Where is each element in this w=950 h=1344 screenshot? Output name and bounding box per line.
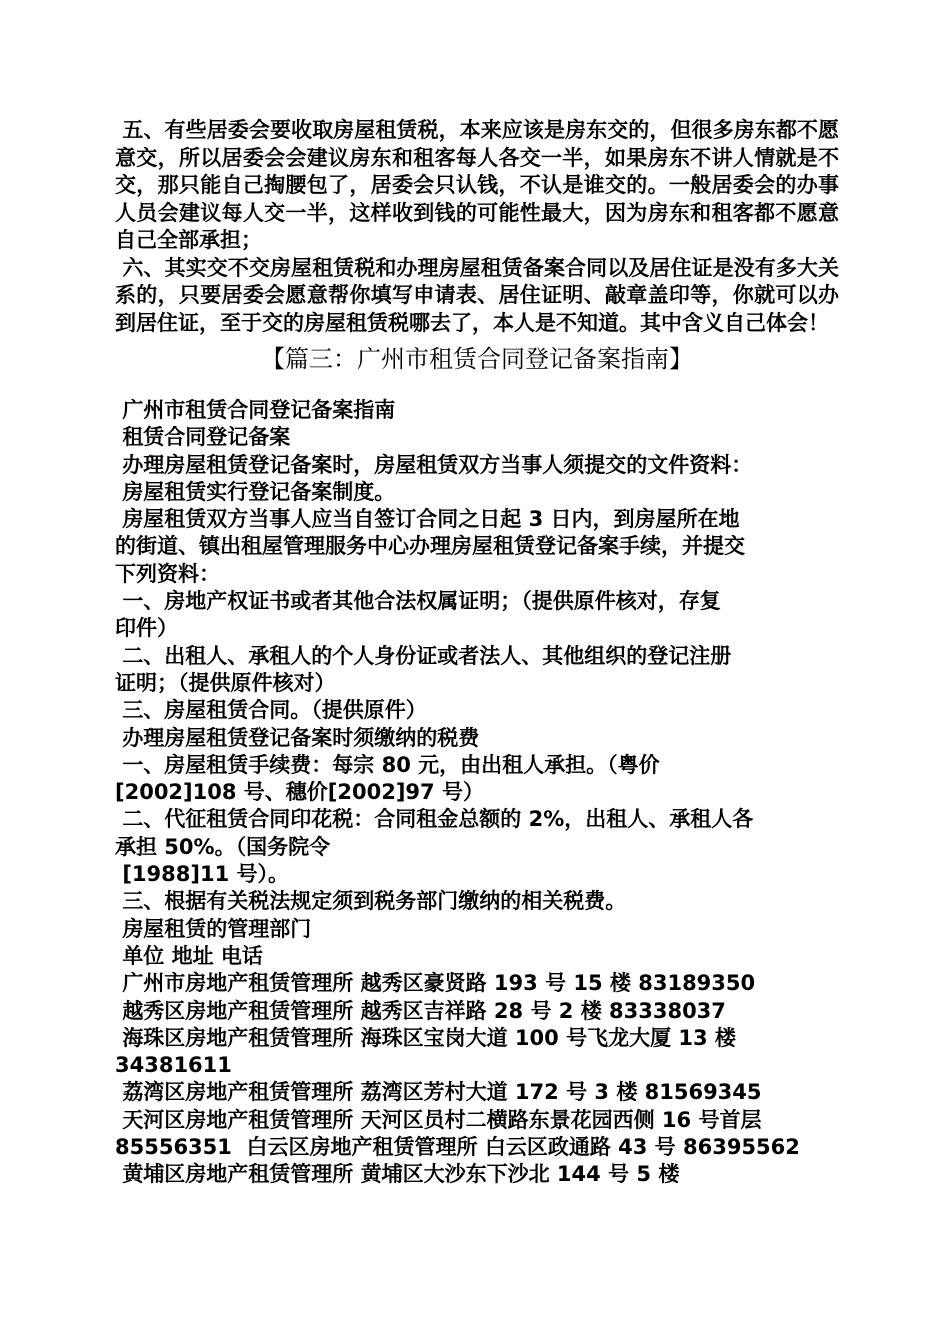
- body-line: 办理房屋租赁登记备案时，房屋租赁双方当事人须提交的文件资料：: [115, 452, 753, 477]
- body-line: 85556351 白云区房地产租赁管理所 白云区政通路 43 号 86395562: [115, 1135, 800, 1160]
- body-line: 荔湾区房地产租赁管理所 荔湾区芳村大道 172 号 3 楼 81569345: [115, 1080, 762, 1105]
- body-line: 的街道、镇出租屋管理服务中心办理房屋租赁登记备案手续，并提交: [115, 534, 745, 559]
- intro-paragraph-6: 六、其实交不交房屋租赁税和办理房屋租赁备案合同以及居住证是没有多大关系的，只要居委会愿意帮你填写申请表、居住证明、敲章盖印等，你就可以办到居住证，至于交的房屋租赁税哪去了，本人是不知道。其中含义自己体会！: [115, 255, 839, 335]
- body-line: 单位 地址 电话: [115, 943, 263, 968]
- body-line: 一、房地产权证书或者其他合法权属证明；（提供原件核对，存复: [115, 589, 721, 614]
- body-line: 房屋租赁双方当事人应当自签订合同之日起 3 日内，到房屋所在地: [115, 507, 740, 532]
- body-line: 承担 50%。（国务院令: [115, 834, 331, 859]
- body-line: 办理房屋租赁登记备案时须缴纳的税费: [115, 725, 480, 750]
- body-line: 三、房屋租赁合同。（提供原件）: [115, 698, 427, 723]
- body-line: 一、房屋租赁手续费：每宗 80 元，由出租人承担。（粤价: [115, 752, 660, 777]
- intro-paragraph-5: 五、有些居委会要收取房屋租赁税，本来应该是房东交的，但很多房东都不愿意交，所以居委会会建议房东和租客每人各交一半，如果房东不讲人情就是不交，那只能自己掏腰包了，居委会只认钱，不认是谁交的。一般居委会的办事人员会建议每人交一半，这样收到钱的可能性最大，因为房东和租客都不愿意自己全部承担；: [115, 118, 839, 252]
- section-heading: 【篇三：广州市租赁合同登记备案指南】: [261, 345, 693, 373]
- body-line: 越秀区房地产租赁管理所 越秀区吉祥路 28 号 2 楼 83338037: [115, 998, 726, 1023]
- body-line: 黄埔区房地产租赁管理所 黄埔区大沙东下沙北 144 号 5 楼: [115, 1162, 680, 1187]
- body-line: 租赁合同登记备案: [115, 425, 291, 450]
- body-line: [2002]108 号、穗价[2002]97 号）: [115, 780, 484, 805]
- body-line: 二、出租人、承租人的个人身份证或者法人、其他组织的登记注册: [115, 643, 732, 668]
- body-line: 三、根据有关税法规定须到税务部门缴纳的相关税费。: [115, 889, 627, 914]
- body-line: [1988]11 号）。: [115, 862, 289, 887]
- body-line: 海珠区房地产租赁管理所 海珠区宝岗大道 100 号飞龙大厦 13 楼: [115, 1025, 736, 1050]
- body-line: 广州市房地产租赁管理所 越秀区豪贤路 193 号 15 楼 83189350: [115, 971, 756, 996]
- body-line: 天河区房地产租赁管理所 天河区员村二横路东景花园西侧 16 号首层: [115, 1107, 762, 1132]
- document-page: [115, 117, 839, 1189]
- body-line: 房屋租赁实行登记备案制度。: [115, 479, 396, 504]
- body-text: [115, 397, 839, 1189]
- body-line: 印件）: [115, 616, 178, 641]
- body-line: 广州市租赁合同登记备案指南: [115, 398, 396, 422]
- body-line: 下列资料：: [115, 561, 220, 586]
- body-line: 房屋租赁的管理部门: [115, 916, 312, 941]
- body-line: 34381611: [115, 1053, 232, 1078]
- body-line: 证明；（提供原件核对）: [115, 670, 336, 695]
- body-line: 二、代征租赁合同印花税：合同租金总额的 2%，出租人、承租人各: [115, 807, 754, 832]
